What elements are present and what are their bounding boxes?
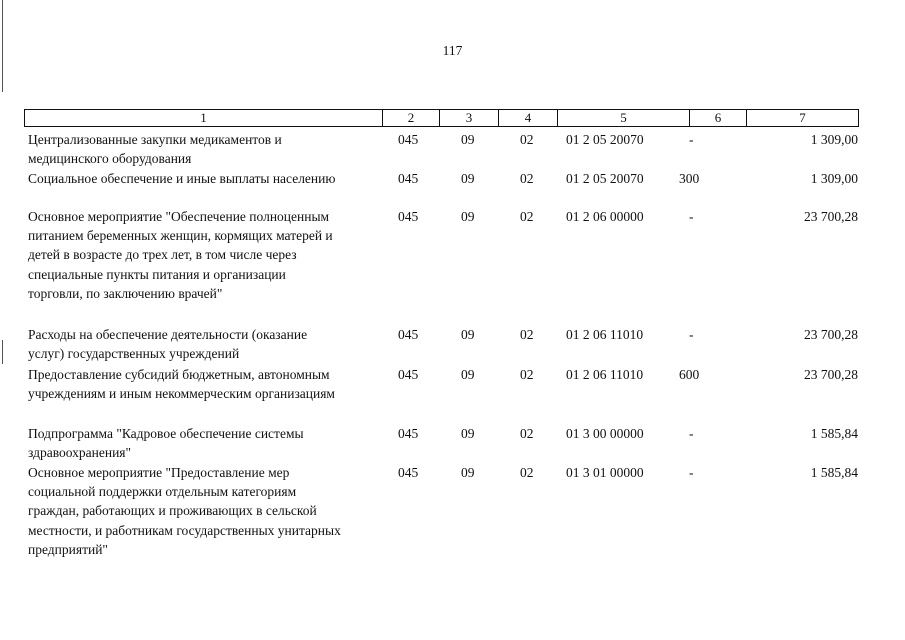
expense-type-code: - bbox=[689, 327, 694, 342]
target-article-code: 01 3 01 00000 bbox=[566, 465, 644, 480]
target-article-code: 01 2 06 00000 bbox=[566, 209, 644, 224]
expense-name: Основное мероприятие "Предоставление мер социальной поддержки отдельным категориям граждан, работающих и проживающих в сельской местности, и работникам государственных унитарных предприятий" bbox=[28, 465, 341, 557]
expense-name: Основное мероприятие "Обеспечение полноценным питанием беременных женщин, кормящих матерей и детей в возрасте до трех лет, в том числе через специальные пункты питания и организации торговли, по заключению врачей" bbox=[28, 209, 333, 301]
expense-name: Расходы на обеспечение деятельности (оказание услуг) государственных учреждений bbox=[28, 327, 308, 362]
subsection-code: 02 bbox=[520, 209, 534, 224]
subsection-code: 02 bbox=[520, 367, 534, 382]
expense-name: Подпрограмма "Кадровое обеспечение системы здравоохранения" bbox=[28, 426, 304, 461]
ministry-code: 045 bbox=[398, 327, 419, 342]
expense-name: Предоставление субсидий бюджетным, автономным учреждениям и иным некоммерческим организациям bbox=[28, 367, 335, 402]
expense-type-code: - bbox=[689, 426, 694, 441]
amount: 23 700,28 bbox=[804, 209, 858, 224]
amount: 1 309,00 bbox=[810, 171, 858, 186]
scan-margin-line bbox=[2, 340, 3, 364]
section-code: 09 bbox=[461, 132, 475, 147]
subsection-code: 02 bbox=[520, 171, 534, 186]
page-number: 117 bbox=[442, 43, 463, 58]
table-header-cell: 2 bbox=[382, 110, 439, 126]
expense-name: Централизованные закупки медикаментов и медицинского оборудования bbox=[28, 132, 282, 167]
expense-type-code: - bbox=[689, 209, 694, 224]
target-article-code: 01 2 06 11010 bbox=[566, 367, 644, 382]
ministry-code: 045 bbox=[398, 367, 419, 382]
table-header-row bbox=[24, 109, 859, 127]
subsection-code: 02 bbox=[520, 132, 534, 147]
section-code: 09 bbox=[461, 367, 475, 382]
amount: 1 585,84 bbox=[810, 426, 858, 441]
section-code: 09 bbox=[461, 209, 475, 224]
subsection-code: 02 bbox=[520, 426, 534, 441]
ministry-code: 045 bbox=[398, 209, 419, 224]
ministry-code: 045 bbox=[398, 171, 419, 186]
subsection-code: 02 bbox=[520, 465, 534, 480]
section-code: 09 bbox=[461, 465, 475, 480]
ministry-code: 045 bbox=[398, 465, 419, 480]
amount: 1 309,00 bbox=[810, 132, 858, 147]
ministry-code: 045 bbox=[398, 426, 419, 441]
subsection-code: 02 bbox=[520, 327, 534, 342]
target-article-code: 01 3 00 00000 bbox=[566, 426, 644, 441]
table-header-cell: 5 bbox=[557, 110, 689, 126]
section-code: 09 bbox=[461, 171, 475, 186]
target-article-code: 01 2 06 11010 bbox=[566, 327, 644, 342]
expense-type-code: - bbox=[689, 132, 694, 147]
expense-name: Социальное обеспечение и иные выплаты населению bbox=[28, 171, 336, 186]
expense-type-code: 600 bbox=[679, 367, 700, 382]
section-code: 09 bbox=[461, 327, 475, 342]
expense-type-code: 300 bbox=[679, 171, 700, 186]
table-header-cell: 4 bbox=[498, 110, 557, 126]
ministry-code: 045 bbox=[398, 132, 419, 147]
amount: 1 585,84 bbox=[810, 465, 858, 480]
table-header-cell: 3 bbox=[439, 110, 498, 126]
section-code: 09 bbox=[461, 426, 475, 441]
amount: 23 700,28 bbox=[804, 367, 858, 382]
table-header-cell: 6 bbox=[689, 110, 746, 126]
table-header-cell: 7 bbox=[746, 110, 858, 126]
amount: 23 700,28 bbox=[804, 327, 858, 342]
target-article-code: 01 2 05 20070 bbox=[566, 132, 644, 147]
table-header-cell: 1 bbox=[200, 110, 207, 125]
expense-type-code: - bbox=[689, 465, 694, 480]
target-article-code: 01 2 05 20070 bbox=[566, 171, 644, 186]
